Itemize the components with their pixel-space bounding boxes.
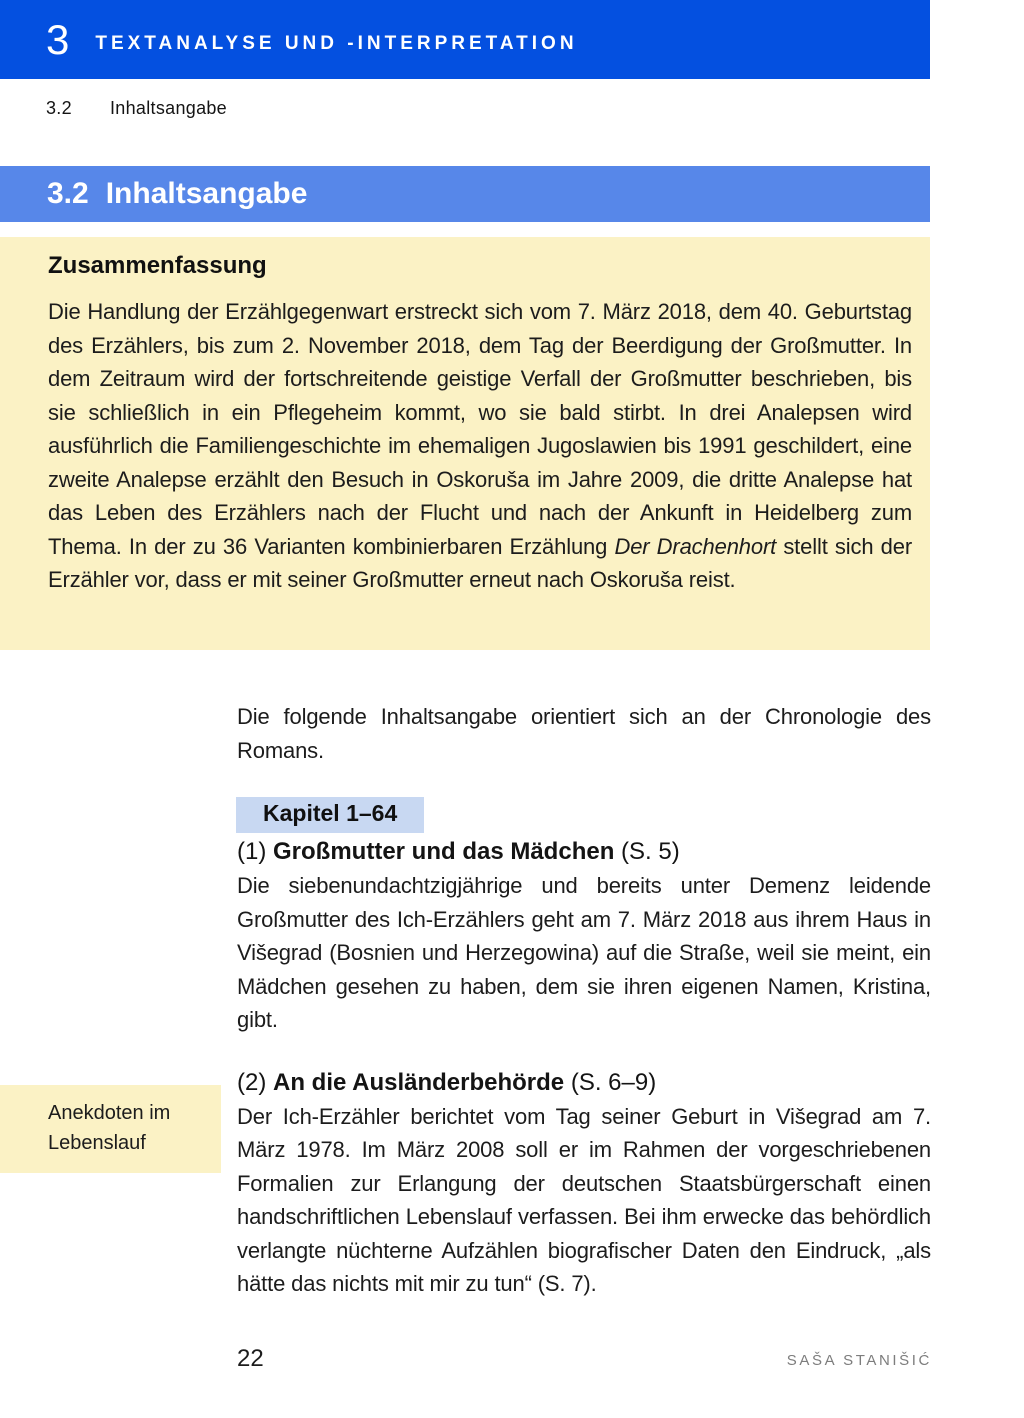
entry-1-number: (1) bbox=[237, 838, 273, 865]
entry-2-heading bbox=[237, 1069, 931, 1097]
entry-2-title: An die Ausländerbehörde bbox=[273, 1068, 565, 1096]
margin-note: Anekdoten im Lebenslauf bbox=[0, 1085, 221, 1173]
intro-paragraph: Die folgende Inhaltsangabe orientiert sich an der Chronologie des Romans. bbox=[237, 704, 931, 763]
author-name: SAŠA STANIŠIĆ bbox=[786, 1352, 932, 1369]
summary-text-before: Die Handlung der Erzählgegenwart erstreckt sich vom 7. März 2018, dem 40. Geburtstag des Erzählers, bis zum 2. November 2018, dem Tag der Beerdigung der Großmutter. In dem Zeitraum wird der fortschreitende geistige Verfall der Großmutter beschrieben, bis sie schließlich in ein Pflegeheim kommt, wo sie bald stirbt. In drei Analepsen wird ausführlich die Familiengeschichte im ehemaligen Jugoslawien bis 1991 geschildert, eine zweite Analepse erzählt den Besuch in Oskoruša im Jahre 2009, die dritte Analepse hat das Leben des Erzählers nach der Flucht und nach der Ankunft in Heidelberg zum Thema. In der zu 36 Varianten kombinierbaren Erzählung bbox=[48, 299, 912, 559]
entry-1-heading bbox=[237, 838, 931, 866]
summary-box-text bbox=[48, 295, 912, 597]
breadcrumb bbox=[46, 98, 227, 119]
breadcrumb-title: Inhaltsangabe bbox=[110, 98, 227, 118]
summary-entry-1 bbox=[237, 838, 931, 1037]
breadcrumb-number: 3.2 bbox=[46, 98, 72, 118]
chapter-summaries bbox=[48, 838, 931, 1301]
entry-2-body: Der Ich-Erzähler berichtet vom Tag seiner Geburt in Višegrad am 7. März 1978. Im März 2008 soll er im Rahmen der vorgeschriebenen Formalien zur Erlangung der deutschen Staatsbürgerschaft einen handschriftlichen Lebenslauf verfassen. Bei ihm erwecke das behördlich verlangte nüchterne Aufzählen biografischer Daten den Eindruck, „als hätte das nichts mit mir zu tun“ (S. 7). bbox=[237, 1103, 931, 1296]
entry-2-pages: (S. 6–9) bbox=[564, 1068, 657, 1096]
summary-text-after: stellt sich der Erzähler vor, dass er mit seiner Großmutter erneut nach Oskoruša reist. bbox=[48, 533, 912, 592]
summary-entry-2 bbox=[48, 1068, 931, 1301]
chapter-title: TEXTANALYSE UND -INTERPRETATION bbox=[95, 32, 578, 54]
entry-2-number: (2) bbox=[237, 1068, 273, 1096]
section-banner bbox=[0, 166, 930, 222]
entry-1-title: Großmutter und das Mädchen bbox=[273, 838, 615, 865]
chapter-number: 3 bbox=[46, 15, 70, 63]
chapter-header-bar bbox=[0, 0, 930, 79]
summary-work-title: Der Drachenhort bbox=[614, 533, 777, 559]
chapter-range-badge: Kapitel 1–64 bbox=[236, 797, 424, 833]
section-banner-number: 3.2 bbox=[47, 177, 89, 210]
entry-1-pages: (S. 5) bbox=[614, 838, 680, 865]
section-banner-title: Inhaltsangabe bbox=[105, 177, 308, 210]
page-number: 22 bbox=[237, 1345, 264, 1372]
summary-box-title: Zusammenfassung bbox=[48, 252, 267, 279]
summary-box bbox=[0, 237, 930, 650]
entry-1-body: Die siebenundachtzigjährige und bereits unter Demenz leidende Großmutter des Ich-Erzählers geht am 7. März 2018 aus ihrem Haus in Višegrad (Bosnien und Herzegowina) auf die Straße, weil sie meint, ein Mädchen gesehen zu haben, dem sie ihren eigenen Namen, Kristina, gibt. bbox=[237, 873, 931, 1032]
